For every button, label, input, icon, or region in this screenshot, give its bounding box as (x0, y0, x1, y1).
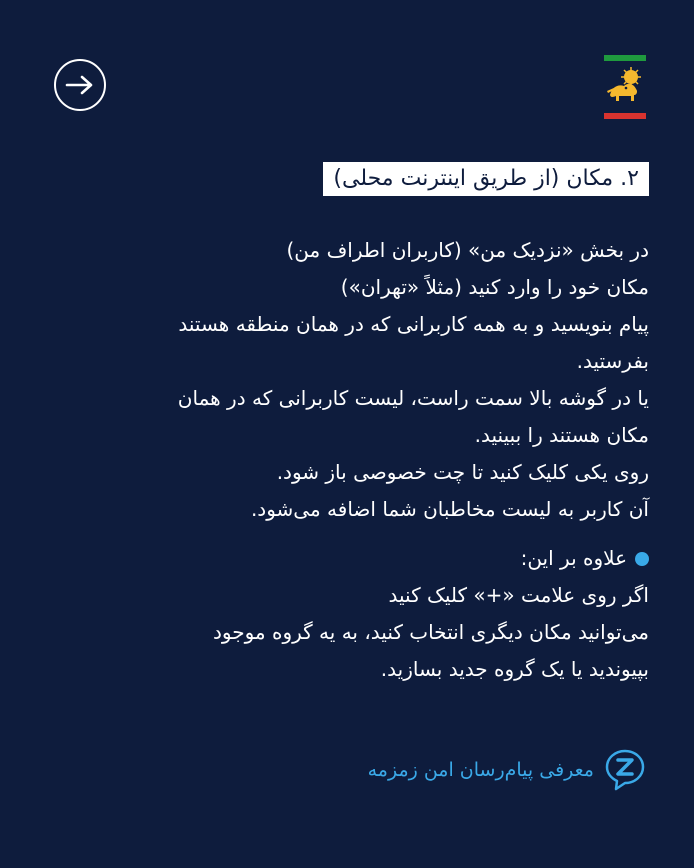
additional-line: می‌توانید مکان دیگری انتخاب کنید، به یه گروه موجود (213, 620, 649, 644)
next-button[interactable] (54, 59, 106, 111)
zamzameh-chat-logo-icon (604, 748, 646, 792)
section-title: ۲. مکان (از طریق اینترنت محلی) (323, 162, 649, 196)
footer (368, 748, 646, 792)
instructions (41, 232, 649, 528)
arrow-right-icon (65, 74, 95, 96)
instruction-line: بفرستید. (576, 349, 649, 373)
instruction-line: یا در گوشه بالا سمت راست، لیست کاربرانی که در همان (177, 386, 649, 410)
instruction-line: روی یکی کلیک کنید تا چت خصوصی باز شود. (276, 460, 649, 484)
instruction-line: مکان هستند را ببینید. (474, 423, 649, 447)
instruction-line: پیام بنویسید و به همه کاربرانی که در همان منطقه هستند (178, 312, 649, 336)
instruction-line: در بخش «نزدیک من» (کاربران اطراف من) (286, 238, 649, 262)
footer-brand-text: معرفی پیام‌رسان امن زمزمه (367, 759, 594, 781)
additional-line: بپیوندید یا یک گروه جدید بسازید. (380, 657, 649, 681)
additional-line: اگر روی علامت «+» کلیک کنید (388, 583, 649, 607)
additional-heading: علاوه بر این: (520, 546, 627, 570)
additional-info (41, 540, 649, 688)
instruction-line: مکان خود را وارد کنید (مثلاً «تهران») (340, 275, 649, 299)
iran-flag (604, 55, 646, 119)
lion-and-sun-flag-icon (604, 65, 646, 109)
additional-heading-row (41, 540, 649, 577)
bullet-dot-icon (635, 552, 649, 566)
flag-red-stripe (604, 113, 646, 119)
flag-green-stripe (604, 55, 646, 61)
instruction-line: آن کاربر به لیست مخاطبان شما اضافه می‌شود. (250, 497, 649, 521)
